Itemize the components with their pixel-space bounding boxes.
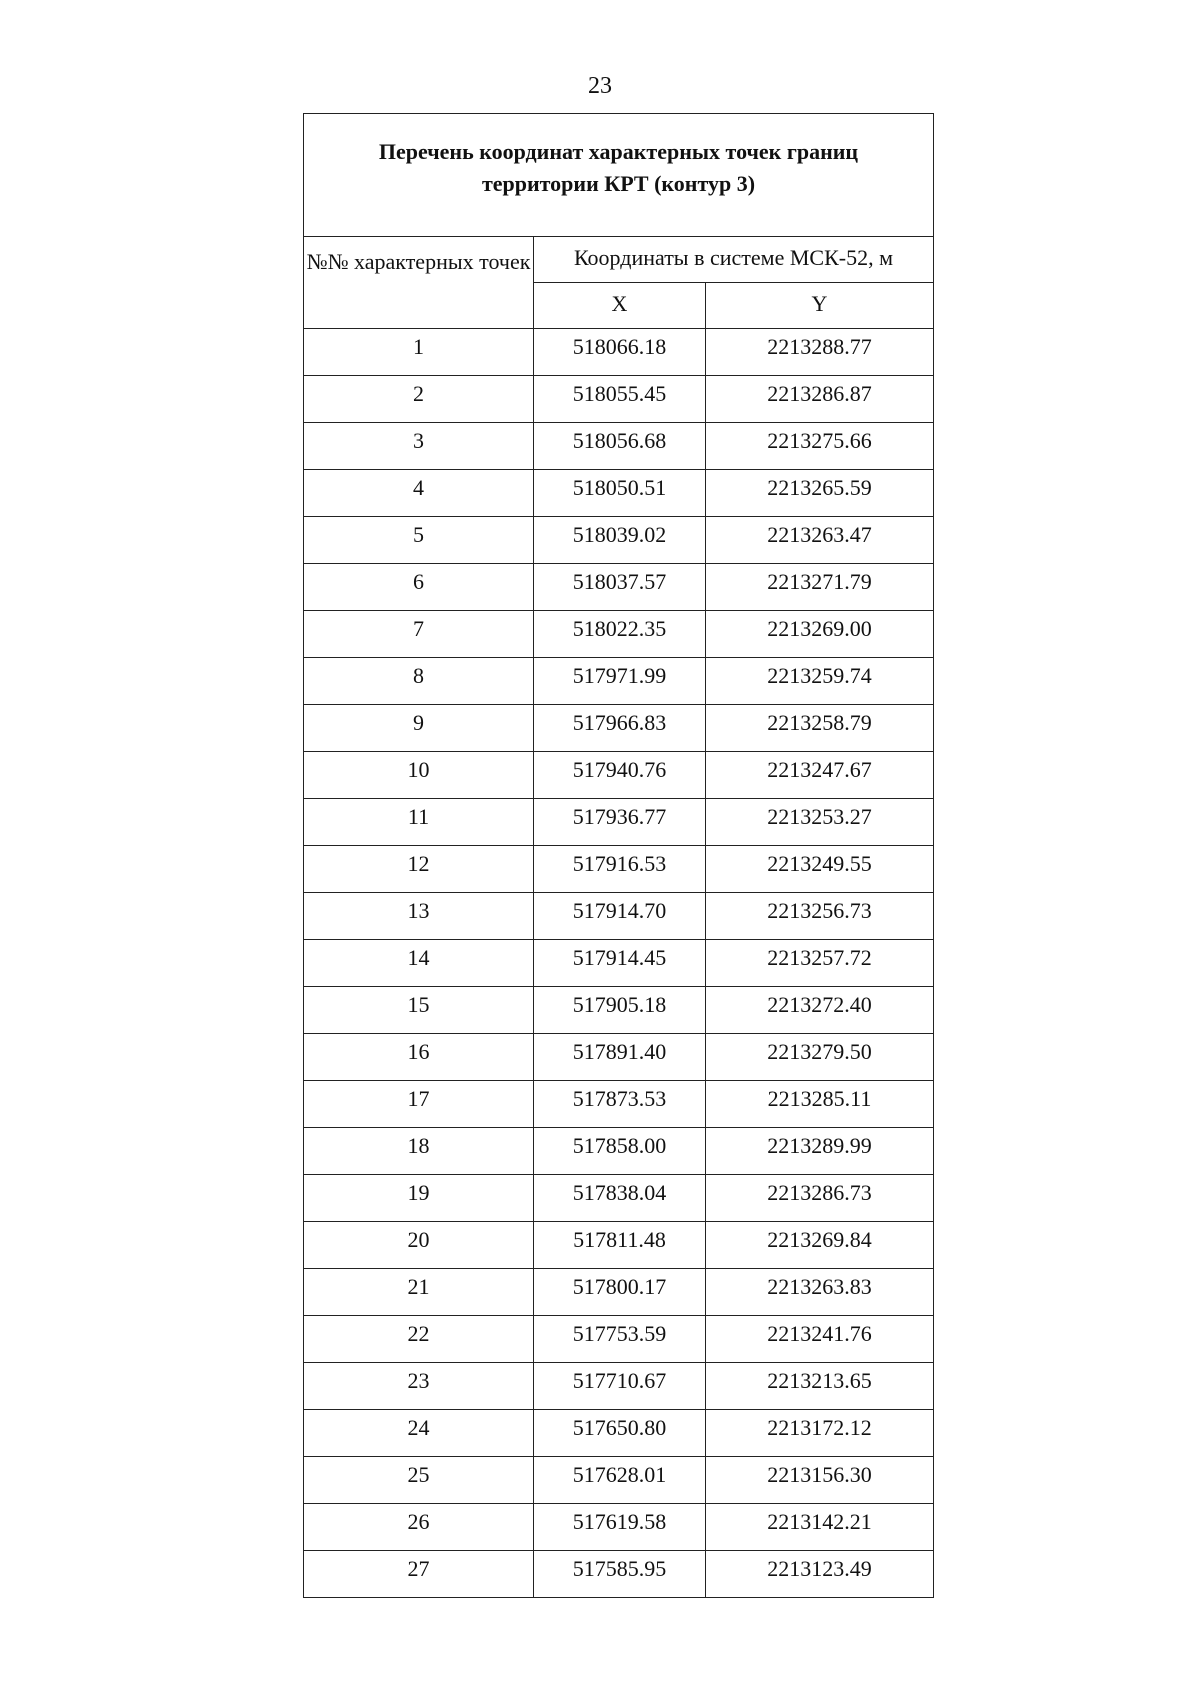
point-number-cell: 25 (304, 1457, 534, 1504)
table-title-cell (304, 114, 934, 237)
y-coordinate-cell: 2213253.27 (706, 799, 934, 846)
y-coordinate-cell: 2213279.50 (706, 1034, 934, 1081)
point-number-cell: 16 (304, 1034, 534, 1081)
table-header-row (304, 237, 934, 283)
point-number-cell: 8 (304, 658, 534, 705)
x-coordinate-cell: 517936.77 (534, 799, 706, 846)
point-number-cell: 15 (304, 987, 534, 1034)
x-coordinate-cell: 517916.53 (534, 846, 706, 893)
x-coordinate-cell: 517811.48 (534, 1222, 706, 1269)
point-number-cell: 6 (304, 564, 534, 611)
point-number-cell: 3 (304, 423, 534, 470)
x-coordinate-cell: 517710.67 (534, 1363, 706, 1410)
x-coordinate-cell: 517650.80 (534, 1410, 706, 1457)
table-row (304, 658, 934, 705)
table-row (304, 846, 934, 893)
x-coordinate-cell: 517873.53 (534, 1081, 706, 1128)
y-coordinate-cell: 2213257.72 (706, 940, 934, 987)
x-coordinate-cell: 518066.18 (534, 329, 706, 376)
table-row (304, 799, 934, 846)
x-coordinate-cell: 517838.04 (534, 1175, 706, 1222)
y-coordinate-cell: 2213289.99 (706, 1128, 934, 1175)
x-coordinate-cell: 518039.02 (534, 517, 706, 564)
y-coordinate-cell: 2213247.67 (706, 752, 934, 799)
y-coordinate-cell: 2213142.21 (706, 1504, 934, 1551)
table-title-row (304, 114, 934, 237)
y-coordinate-cell: 2213258.79 (706, 705, 934, 752)
table-row (304, 423, 934, 470)
table-row (304, 1222, 934, 1269)
point-number-cell: 24 (304, 1410, 534, 1457)
x-coordinate-cell: 517971.99 (534, 658, 706, 705)
point-number-cell: 17 (304, 1081, 534, 1128)
table-row (304, 1128, 934, 1175)
point-number-cell: 19 (304, 1175, 534, 1222)
point-number-cell: 4 (304, 470, 534, 517)
table-row (304, 517, 934, 564)
point-number-cell: 14 (304, 940, 534, 987)
y-coordinate-cell: 2213275.66 (706, 423, 934, 470)
y-coordinate-cell: 2213213.65 (706, 1363, 934, 1410)
table-row (304, 1316, 934, 1363)
point-number-cell: 5 (304, 517, 534, 564)
y-coordinate-cell: 2213272.40 (706, 987, 934, 1034)
x-coordinate-cell: 517753.59 (534, 1316, 706, 1363)
point-number-cell: 18 (304, 1128, 534, 1175)
y-coordinate-cell: 2213269.84 (706, 1222, 934, 1269)
table-row (304, 1269, 934, 1316)
table-row (304, 705, 934, 752)
y-coordinate-cell: 2213263.47 (706, 517, 934, 564)
x-coordinate-cell: 517891.40 (534, 1034, 706, 1081)
table-row (304, 611, 934, 658)
y-coordinate-cell: 2213269.00 (706, 611, 934, 658)
y-coordinate-cell: 2213259.74 (706, 658, 934, 705)
table-row (304, 1410, 934, 1457)
x-column-header: X (534, 283, 706, 329)
point-number-cell: 13 (304, 893, 534, 940)
x-coordinate-cell: 517940.76 (534, 752, 706, 799)
x-coordinate-cell: 518022.35 (534, 611, 706, 658)
x-coordinate-cell: 517858.00 (534, 1128, 706, 1175)
table-row (304, 1175, 934, 1222)
y-coordinate-cell: 2213285.11 (706, 1081, 934, 1128)
table-row (304, 1504, 934, 1551)
x-coordinate-cell: 517800.17 (534, 1269, 706, 1316)
x-coordinate-cell: 518055.45 (534, 376, 706, 423)
x-coordinate-cell: 518056.68 (534, 423, 706, 470)
y-coordinate-cell: 2213263.83 (706, 1269, 934, 1316)
point-number-cell: 2 (304, 376, 534, 423)
point-number-cell: 10 (304, 752, 534, 799)
coordinates-table (303, 113, 934, 1598)
x-coordinate-cell: 517628.01 (534, 1457, 706, 1504)
table-title: Перечень координат характерных точек границ территории КРТ (контур 3) (378, 139, 859, 196)
y-coordinate-cell: 2213249.55 (706, 846, 934, 893)
table-row (304, 1081, 934, 1128)
table-row (304, 1457, 934, 1504)
table-row (304, 987, 934, 1034)
x-coordinate-cell: 517619.58 (534, 1504, 706, 1551)
table-row (304, 752, 934, 799)
point-number-cell: 22 (304, 1316, 534, 1363)
x-coordinate-cell: 517914.45 (534, 940, 706, 987)
y-coordinate-cell: 2213286.73 (706, 1175, 934, 1222)
point-number-cell: 23 (304, 1363, 534, 1410)
y-coordinate-cell: 2213265.59 (706, 470, 934, 517)
y-coordinate-cell: 2213241.76 (706, 1316, 934, 1363)
y-coordinate-cell: 2213256.73 (706, 893, 934, 940)
point-number-cell: 26 (304, 1504, 534, 1551)
table-row (304, 940, 934, 987)
y-coordinate-cell: 2213156.30 (706, 1457, 934, 1504)
y-coordinate-cell: 2213172.12 (706, 1410, 934, 1457)
coordinates-system-header: Координаты в системе МСК-52, м (534, 237, 934, 283)
table-row (304, 1551, 934, 1598)
point-number-cell: 20 (304, 1222, 534, 1269)
page-number: 23 (588, 73, 612, 99)
x-coordinate-cell: 518037.57 (534, 564, 706, 611)
x-coordinate-cell: 517914.70 (534, 893, 706, 940)
point-number-cell: 7 (304, 611, 534, 658)
point-number-cell: 1 (304, 329, 534, 376)
y-coordinate-cell: 2213123.49 (706, 1551, 934, 1598)
table-row (304, 376, 934, 423)
y-coordinate-cell: 2213288.77 (706, 329, 934, 376)
x-coordinate-cell: 518050.51 (534, 470, 706, 517)
point-number-cell: 12 (304, 846, 534, 893)
y-column-header: Y (706, 283, 934, 329)
table-row (304, 1363, 934, 1410)
point-number-cell: 27 (304, 1551, 534, 1598)
y-coordinate-cell: 2213271.79 (706, 564, 934, 611)
point-number-cell: 9 (304, 705, 534, 752)
table-row (304, 1034, 934, 1081)
x-coordinate-cell: 517585.95 (534, 1551, 706, 1598)
point-number-cell: 11 (304, 799, 534, 846)
table-row (304, 470, 934, 517)
point-number-header: №№ характерных точек (304, 237, 534, 329)
table-row (304, 329, 934, 376)
point-number-cell: 21 (304, 1269, 534, 1316)
x-coordinate-cell: 517966.83 (534, 705, 706, 752)
table-row (304, 564, 934, 611)
table-row (304, 893, 934, 940)
y-coordinate-cell: 2213286.87 (706, 376, 934, 423)
x-coordinate-cell: 517905.18 (534, 987, 706, 1034)
